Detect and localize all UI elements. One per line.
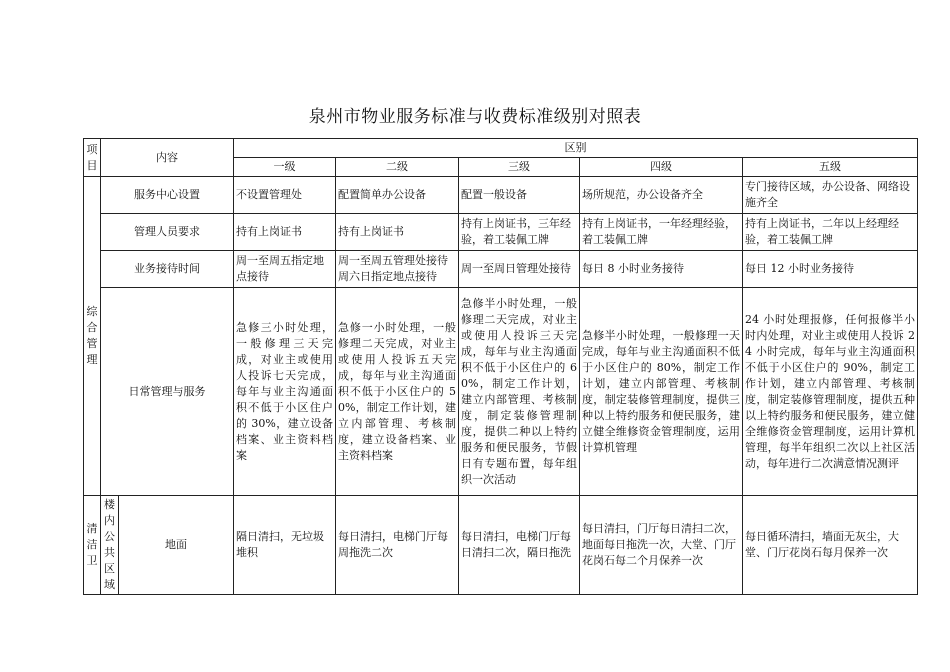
table-cell: 每日清扫，电梯门厅每日清扫二次，隔日拖洗: [459, 496, 580, 595]
table-cell: 持有上岗证书: [234, 214, 336, 251]
table-cell: 持有上岗证书，一年经理经验，着工装佩工牌: [580, 214, 743, 251]
table-cell: 专门接待区域，办公设备、网络设施齐全: [743, 177, 918, 214]
table-cell: 每日清扫，电梯门厅每周拖洗二次: [336, 496, 459, 595]
header-levels-label: 区别: [234, 139, 918, 158]
table-row: [84, 214, 918, 251]
row-label: 地面: [119, 496, 234, 595]
table-cell: 持有上岗证书，三年经验，着工装佩工牌: [459, 214, 580, 251]
table-cell: 急修一小时处理，一般修理二天完成，对业主或使用人投诉五天完成，每年与业主沟通面积不低于小区住户的 50%，制定工作计划，建立内部管理、考核制度，建立设备档案、业主资料档案: [336, 288, 459, 496]
table-cell: 每日 12 小时业务接待: [743, 251, 918, 288]
table-cell: 急修半小时处理，一般修理二天完成，对业主或使用人投诉三天完成，每年与业主沟通面积不低于小区住户的 60%，制定工作计划，建立内部管理、考核制度，制定装修管理制度，提供二种以上特约服务和便民服务，节假日有专题布置，每年组织一次活动: [459, 288, 580, 496]
row-label: 业务接待时间: [101, 251, 234, 288]
row-label: 管理人员要求: [101, 214, 234, 251]
level-3-header: 三级: [459, 158, 580, 177]
table-cell: 每日循环清扫，墙面无灰尘，大堂、门厅花岗石每月保养一次: [743, 496, 918, 595]
row-label: 服务中心设置: [101, 177, 234, 214]
level-2-header: 二级: [336, 158, 459, 177]
table-cell: 持有上岗证书，二年以上经理经验，着工装佩工牌: [743, 214, 918, 251]
table-row: [84, 496, 918, 595]
header-item: 项目: [84, 139, 101, 177]
table-cell: 配置简单办公设备: [336, 177, 459, 214]
row-label: 日常管理与服务: [101, 288, 234, 496]
table-row: [84, 251, 918, 288]
level-5-header: 五级: [743, 158, 918, 177]
table-cell: 每日 8 小时业务接待: [580, 251, 743, 288]
table-row: [84, 288, 918, 496]
table-cell: 不设置管理处: [234, 177, 336, 214]
table-cell: 急修半小时处理，一般修理一天完成，每年与业主沟通面积不低于小区住户的 80%，制定工作计划，建立内部管理、考核制度，制定装修管理制度，提供三种以上特约服务和便民服务，建立健全维修资金管理制度，运用计算机管理: [580, 288, 743, 496]
group-general-management: 综合管理: [84, 177, 101, 496]
table-cell: 周一至周五指定地点接待: [234, 251, 336, 288]
group-cleaning-sub: 楼内公共区域: [101, 496, 119, 595]
table-cell: 周一至周五管理处接待周六日指定地点接待: [336, 251, 459, 288]
group-cleaning: 清洁卫: [84, 496, 101, 595]
table-cell: 急修三小时处理，一般修理三天完成，对业主或使用人投诉七天完成，每年与业主沟通面积不低于小区住户的 30%，建立设备档案、业主资料档案: [234, 288, 336, 496]
table-cell: 持有上岗证书: [336, 214, 459, 251]
document-title: 泉州市物业服务标准与收费标准级别对照表: [308, 107, 642, 127]
table-cell: 隔日清扫，无垃圾堆积: [234, 496, 336, 595]
header-row-top: [84, 139, 918, 158]
table-cell: 24 小时处理报修，任何报修半小时内处理，对业主或使用人投诉 24 小时完成，每年与业主沟通面积不低于小区住户的 90%，制定工作计划，建立内部管理、考核制度，制定装修管理制度，提供五种以上特约服务和便民服务，建立健全维修资金管理制度，运用计算机管理，每半年组织二次以上社区活动，每年进行二次满意情况测评: [743, 288, 918, 496]
table-cell: 配置一般设备: [459, 177, 580, 214]
table-cell: 场所规范，办公设备齐全: [580, 177, 743, 214]
level-4-header: 四级: [580, 158, 743, 177]
level-1-header: 一级: [234, 158, 336, 177]
header-content: 内容: [101, 139, 234, 177]
table-row: [84, 177, 918, 214]
table-cell: 周一至周日管理处接待: [459, 251, 580, 288]
table-cell: 每日清扫，门厅每日清扫二次，地面每日拖洗一次，大堂、门厅花岗石每二个月保养一次: [580, 496, 743, 595]
standards-table: [83, 138, 918, 595]
